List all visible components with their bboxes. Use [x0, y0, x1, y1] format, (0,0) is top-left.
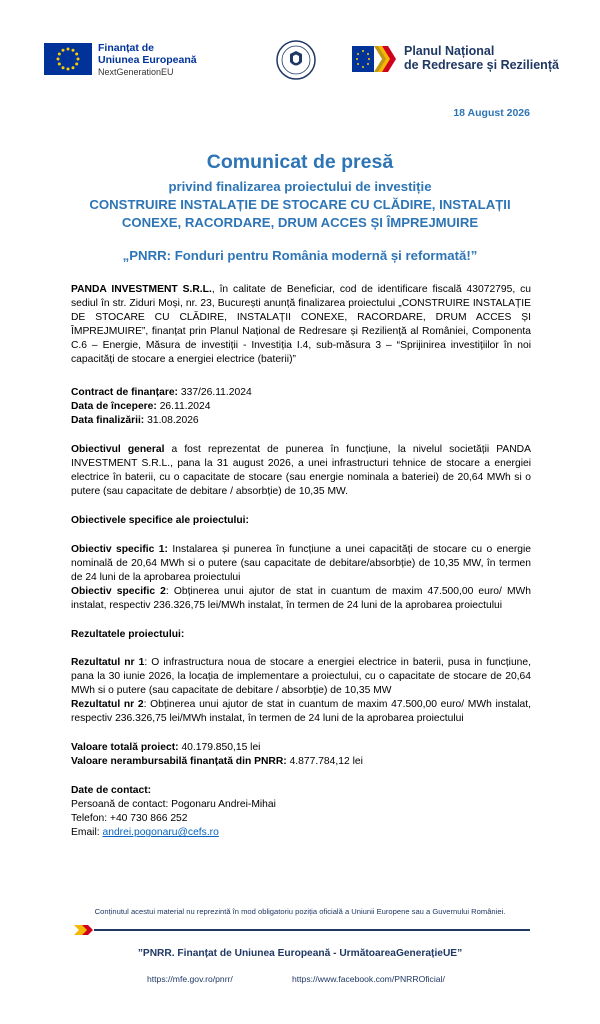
- pnrr-line1: Planul Național: [404, 44, 495, 58]
- company-name: PANDA INVESTMENT S.R.L.: [71, 284, 212, 295]
- pnrr-logo-icon: [352, 42, 400, 83]
- nonrefundable-value: 4.877.784,12 lei: [286, 756, 363, 767]
- arrow-divider-icon: [74, 923, 530, 937]
- page-subtitle: [60, 178, 540, 232]
- contact-heading: Date de contact:: [71, 785, 152, 796]
- result1-label: Rezultatul nr 1: [71, 657, 145, 668]
- total-value: 40.179.850,15 lei: [178, 742, 261, 753]
- eu-line1: Finanțat de: [98, 42, 155, 54]
- specific-objectives-heading: Obiectivele specifice ale proiectului:: [71, 515, 249, 526]
- general-objective: [71, 443, 531, 499]
- start-label: Data de începere:: [71, 401, 157, 412]
- footer-tagline: ”PNRR. Finanțat de Uniunea Europeană - UrmătoareaGenerațieUE”: [137, 948, 463, 959]
- results-heading: Rezultatele proiectului:: [71, 629, 185, 640]
- contact-block: [71, 784, 531, 840]
- specific1-label: Obiectiv specific 1:: [71, 544, 168, 555]
- intro-paragraph: [71, 283, 531, 367]
- intro-text: , în calitate de Beneficiar, cod de identificare fiscală 43072795, cu sediul în str. Ziduri Moși, nr. 23, București anunță finalizarea proiectului „CONSTRUIRE INSTALAȚIE DE STOCARE CU CLĂDIRE, INSTALAȚII CONEXE, RACORDARE, DRUM ACCES ȘI ÎMPREJMUIRE”, finanțat prin Planul Național de Redresare și Reziliență al României, Componenta C.6 – Energie, Măsura de investiții - Investiția I.4, sub-măsura 3 – “Sprijinirea investițiilor în noi capacități de stocare a energiei electrice (baterii)”: [71, 284, 531, 365]
- footer-link-mfe[interactable]: https://mfe.gov.ro/pnrr/: [147, 974, 233, 984]
- contract-value: 337/26.11.2024: [178, 387, 252, 398]
- end-value: 31.08.2026: [144, 415, 199, 426]
- subtitle-line2: CONSTRUIRE INSTALAȚIE DE STOCARE CU CLĂDIRE, INSTALAȚII: [89, 197, 511, 212]
- result1-text: : O infrastructura noua de stocare a energiei electrice in baterii, pusa in funcțiune, pana la 30 iunie 2026, la locația de implementare a proiectului, cu o capacitate de stocare de 20,64 MWh si o putere (sau capacitate de debitare / absorbție) de 10,35 MW: [71, 657, 531, 696]
- results: [71, 656, 531, 726]
- end-label: Data finalizării:: [71, 415, 145, 426]
- general-objective-label: Obiectivul general: [71, 444, 165, 455]
- contact-email-link[interactable]: andrei.pogonaru@cefs.ro: [102, 827, 219, 838]
- contact-phone: Telefon: +40 730 866 252: [71, 813, 188, 824]
- motto: „PNRR: Fonduri pentru România modernă și reformată!”: [122, 248, 478, 263]
- subtitle-line3: CONEXE, RACORDARE, DRUM ACCES ȘI ÎMPREJMUIRE: [121, 215, 479, 230]
- project-values: [71, 741, 531, 769]
- page-title: Comunicat de presă: [206, 151, 394, 173]
- romanian-government-seal-icon: [276, 40, 316, 80]
- contact-person: Persoană de contact: Pogonaru Andrei-Mihai: [71, 799, 276, 810]
- specific2-label: Obiectiv specific 2: [71, 586, 166, 597]
- specific1-text: Instalarea și punerea în funcțiune a unei capacități de stocare cu o energie nominală de 20,64 MWh si o putere (sau capacitate de debitare/absorbție) de 10,35 MW, în termen de 24 luni de la aprobarea proiectului: [71, 544, 531, 583]
- pnrr-label: [404, 44, 559, 72]
- start-value: 26.11.2024: [156, 401, 211, 412]
- eu-funding-label: [98, 42, 197, 78]
- eu-line3: NextGenerationEU: [98, 67, 174, 77]
- eu-line2: Uniunea Europeană: [98, 54, 197, 66]
- specific-objectives: [71, 543, 531, 613]
- footer-link-facebook[interactable]: https://www.facebook.com/PNRROficial/: [292, 974, 445, 984]
- pnrr-line2: de Redresare și Reziliență: [404, 58, 559, 72]
- subtitle-line1: privind finalizarea proiectului de investiție: [168, 179, 432, 194]
- publication-date: 18 August 2026: [453, 107, 530, 119]
- nonrefundable-label: Valoare nerambursabilă finanțată din PNRR:: [71, 756, 287, 767]
- disclaimer: Conținutul acestui material nu reprezintă în mod obligatoriu poziția oficială a Uniunii Europene sau a Guvernului României.: [94, 907, 506, 916]
- specific2-text: : Obținerea unui ajutor de stat in cuantum de maxim 47.500,00 euro/ MWh instalat, respectiv 236.326,75 lei/MWh instalat, în termen de 24 luni de la aprobarea proiectului: [71, 586, 531, 611]
- eu-flag-icon: [44, 43, 92, 75]
- total-value-label: Valoare totală proiect:: [71, 742, 179, 753]
- result2-label: Rezultatul nr 2: [71, 699, 144, 710]
- contact-email-label: Email:: [71, 827, 103, 838]
- result2-text: : Obținerea unui ajutor de stat in cuantum de maxim 47.500,00 euro/ MWh instalat, respectiv 236.326,75 lei/MWh instalat, în termen de 24 luni de la aprobarea proiectului: [71, 699, 531, 724]
- general-objective-text: a fost reprezentat de punerea în funcțiune, la nivelul societății PANDA INVESTMENT S.R.L., pana la 31 august 2026, a unei infrastructuri tehnice de stocare a energiei electrice în baterii, cu o capacitate de stocare (sau energie nominala a bateriei) de 20,64 MWh si o putere (sau capacitate de debitare / absorbție) de 10,35 MW.: [71, 444, 531, 497]
- project-dates: [71, 386, 531, 428]
- contract-label: Contract de finanțare:: [71, 387, 178, 398]
